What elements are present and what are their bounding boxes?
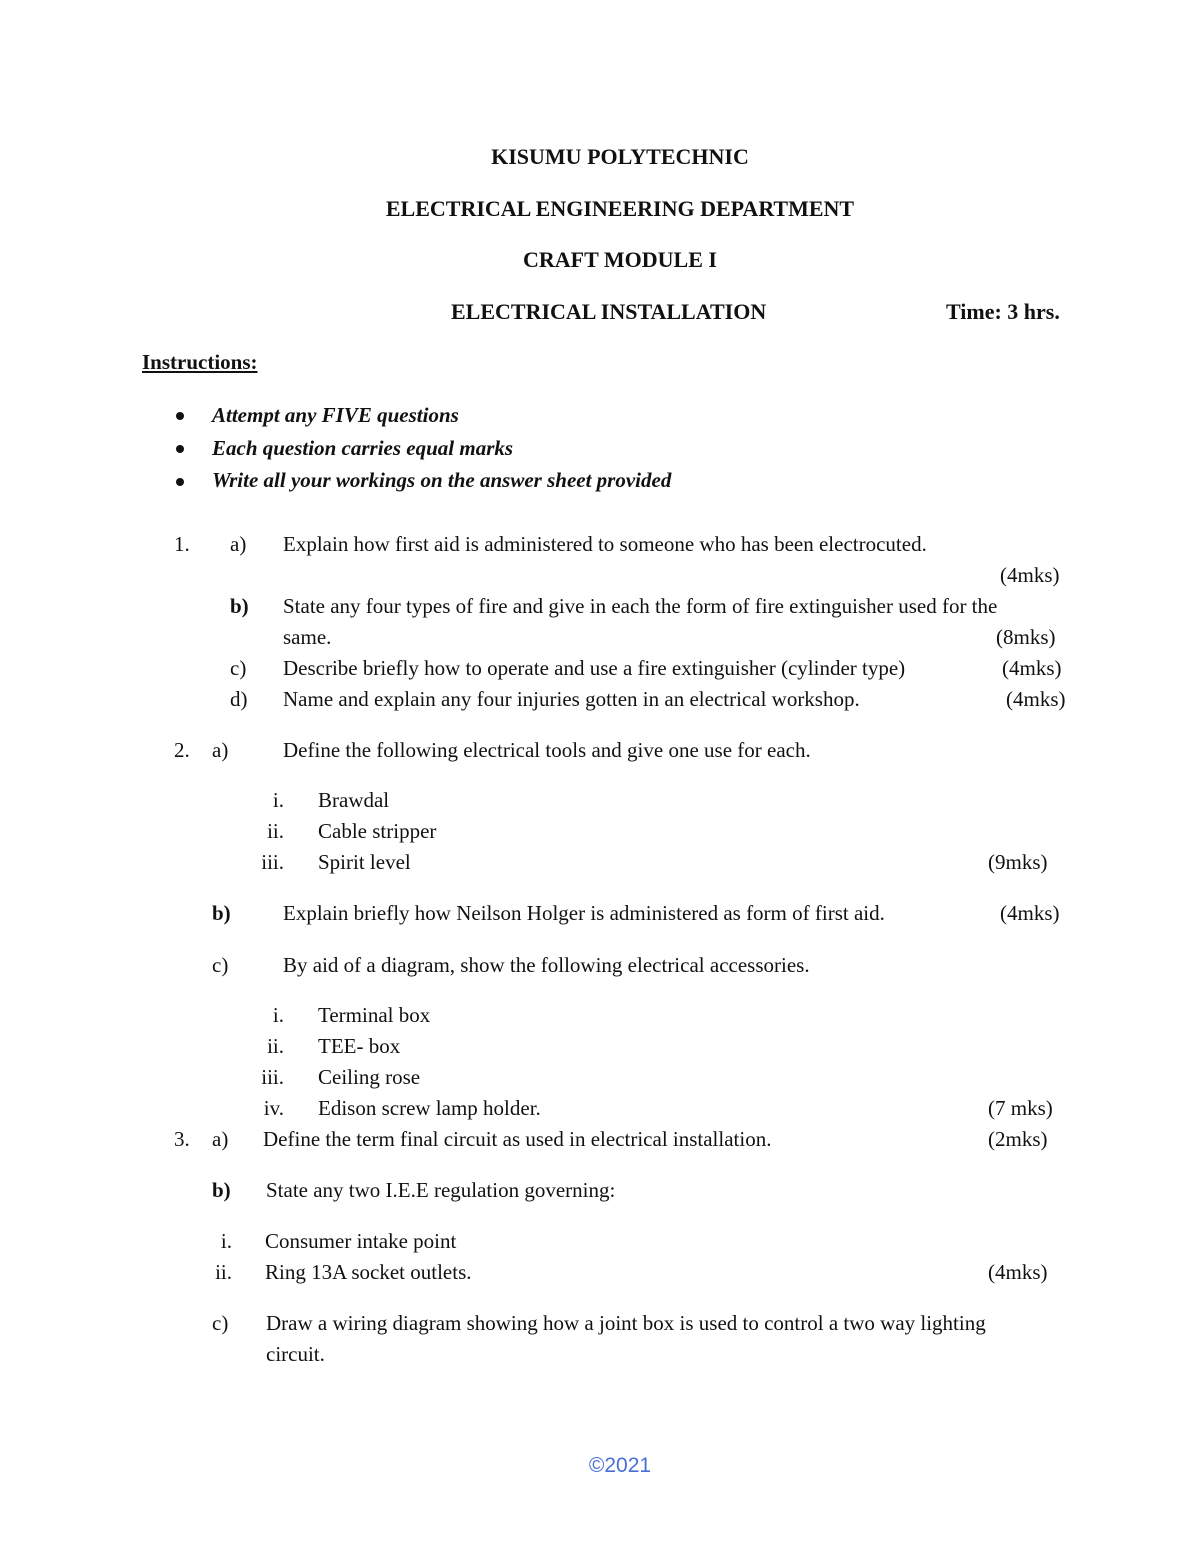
sub-item-label: iv. bbox=[263, 1096, 284, 1120]
part-text: By aid of a diagram, show the following electrical accessories. bbox=[283, 953, 810, 977]
sub-item-label: iii. bbox=[261, 850, 284, 874]
sub-item-text: Edison screw lamp holder. bbox=[318, 1096, 541, 1120]
part-text: Define the following electrical tools and give one use for each. bbox=[283, 738, 811, 762]
part-text: State any four types of fire and give in each the form of fire extinguisher used for the bbox=[283, 594, 998, 618]
module-name: CRAFT MODULE I bbox=[523, 247, 717, 272]
marks: (7 mks) bbox=[988, 1096, 1053, 1120]
exam-time: Time: 3 hrs. bbox=[946, 299, 1060, 324]
marks: (8mks) bbox=[996, 625, 1056, 649]
instruction-item: Attempt any FIVE questions bbox=[212, 403, 459, 427]
sub-item-label: i. bbox=[220, 1229, 232, 1253]
marks: (4mks) bbox=[1002, 656, 1062, 680]
part-text: same. bbox=[283, 625, 332, 649]
marks: (4mks) bbox=[1000, 563, 1060, 587]
sub-item-label: i. bbox=[272, 788, 284, 812]
part-label: c) bbox=[230, 656, 247, 680]
marks: (2mks) bbox=[988, 1127, 1048, 1151]
copyright-footer: ©2021 bbox=[588, 1454, 652, 1477]
sub-item-text: Spirit level bbox=[318, 850, 411, 874]
part-text: State any two I.E.E regulation governing: bbox=[266, 1178, 616, 1202]
subject-name: ELECTRICAL INSTALLATION bbox=[451, 299, 767, 324]
sub-item-text: Ring 13A socket outlets. bbox=[265, 1260, 472, 1284]
sub-item-label: ii. bbox=[215, 1260, 232, 1284]
marks: (4mks) bbox=[1006, 687, 1066, 711]
question-number: 3. bbox=[174, 1127, 190, 1151]
instruction-item: Each question carries equal marks bbox=[212, 436, 514, 460]
instructions-title: Instructions: bbox=[142, 350, 258, 374]
part-text: Explain briefly how Neilson Holger is administered as form of first aid. bbox=[283, 901, 885, 925]
bullet-dot-icon bbox=[176, 412, 184, 420]
sub-item-label: i. bbox=[272, 1003, 284, 1027]
sub-item-label: ii. bbox=[267, 819, 284, 843]
sub-item-text: Terminal box bbox=[318, 1003, 431, 1027]
institution-name: KISUMU POLYTECHNIC bbox=[491, 144, 749, 169]
instruction-item: Write all your workings on the answer sheet provided bbox=[212, 468, 672, 492]
sub-item-text: Ceiling rose bbox=[318, 1065, 421, 1089]
marks: (4mks) bbox=[1000, 901, 1060, 925]
sub-item-text: Consumer intake point bbox=[265, 1229, 457, 1253]
bullet-dot-icon bbox=[176, 478, 184, 486]
part-label: d) bbox=[230, 687, 248, 711]
part-label: a) bbox=[212, 1127, 229, 1151]
marks: (4mks) bbox=[988, 1260, 1048, 1284]
part-text: Describe briefly how to operate and use a fire extinguisher (cylinder type) bbox=[283, 656, 906, 680]
sub-item-label: ii. bbox=[267, 1034, 284, 1058]
part-label: c) bbox=[212, 1311, 229, 1335]
part-text: Name and explain any four injuries gotten in an electrical workshop. bbox=[283, 687, 860, 711]
part-label: b) bbox=[230, 594, 249, 618]
part-label: a) bbox=[212, 738, 229, 762]
part-label: b) bbox=[212, 1178, 231, 1202]
bullet-dot-icon bbox=[176, 445, 184, 453]
question-number: 2. bbox=[174, 738, 190, 762]
part-label: c) bbox=[212, 953, 229, 977]
sub-item-label: iii. bbox=[261, 1065, 284, 1089]
sub-item-text: Brawdal bbox=[318, 788, 390, 812]
part-text: circuit. bbox=[266, 1342, 325, 1366]
marks: (9mks) bbox=[988, 850, 1048, 874]
sub-item-text: Cable stripper bbox=[318, 819, 437, 843]
part-text: Draw a wiring diagram showing how a joint box is used to control a two way lighting bbox=[266, 1311, 986, 1335]
sub-item-text: TEE- box bbox=[318, 1034, 401, 1058]
part-label: a) bbox=[230, 532, 247, 556]
part-text: Define the term final circuit as used in electrical installation. bbox=[263, 1127, 772, 1151]
part-label: b) bbox=[212, 901, 231, 925]
department-name: ELECTRICAL ENGINEERING DEPARTMENT bbox=[385, 196, 855, 221]
part-text: Explain how first aid is administered to someone who has been electrocuted. bbox=[283, 532, 927, 556]
question-number: 1. bbox=[174, 532, 190, 556]
